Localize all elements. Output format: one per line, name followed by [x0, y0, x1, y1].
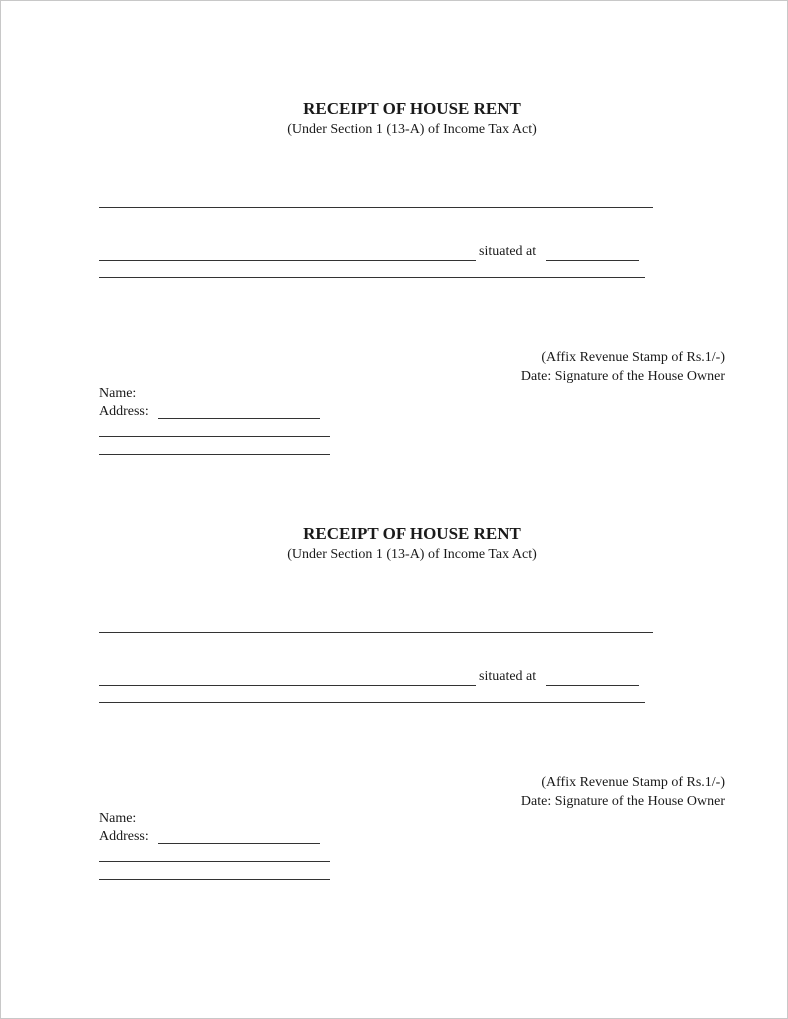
- receipt-title: RECEIPT OF HOUSE RENT: [303, 99, 521, 118]
- receipt-title: RECEIPT OF HOUSE RENT: [303, 524, 521, 543]
- blank-line-property: [99, 260, 476, 261]
- address-label: Address:: [99, 829, 149, 844]
- name-label: Name:: [99, 811, 137, 826]
- receipt-2: [1, 426, 787, 851]
- revenue-stamp-note: (Affix Revenue Stamp of Rs.1/-): [541, 775, 725, 790]
- blank-line-address-1: [158, 843, 320, 844]
- blank-line-address-3: [99, 879, 330, 880]
- address-label: Address:: [99, 404, 149, 419]
- signature-line: Date: Signature of the House Owner: [520, 794, 725, 809]
- receipt-1: [1, 1, 787, 426]
- situated-at-label: situated at: [479, 244, 537, 259]
- blank-line-location: [99, 702, 645, 703]
- receipt-subtitle: (Under Section 1 (13-A) of Income Tax Act): [287, 547, 537, 562]
- revenue-stamp-note: (Affix Revenue Stamp of Rs.1/-): [541, 350, 725, 365]
- name-label: Name:: [99, 386, 137, 401]
- blank-line-situated-at: [546, 685, 639, 686]
- situated-at-label: situated at: [479, 669, 537, 684]
- receipt-subtitle: (Under Section 1 (13-A) of Income Tax Act): [287, 122, 537, 137]
- blank-line-property: [99, 685, 476, 686]
- blank-line-received-from: [99, 207, 653, 208]
- blank-line-address-1: [158, 418, 320, 419]
- blank-line-situated-at: [546, 260, 639, 261]
- signature-line: Date: Signature of the House Owner: [520, 369, 725, 384]
- blank-line-received-from: [99, 632, 653, 633]
- blank-line-location: [99, 277, 645, 278]
- blank-line-address-2: [99, 861, 330, 862]
